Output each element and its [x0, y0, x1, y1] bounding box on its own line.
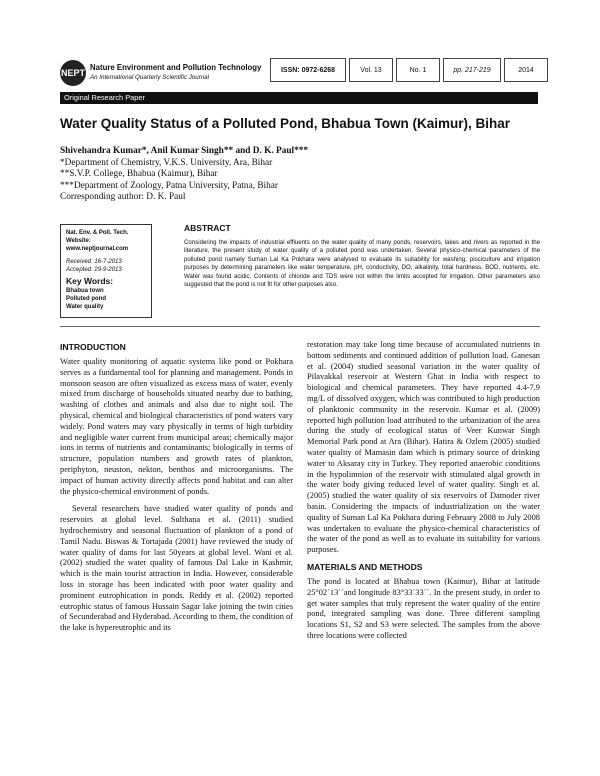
- keywords-heading: Key Words:: [66, 276, 114, 286]
- methods-heading: MATERIALS AND METHODS: [307, 561, 423, 572]
- keyword: Bhabua town: [66, 288, 104, 294]
- affiliation: ***Department of Zoology, Patna University, Patna, Bihar: [60, 180, 278, 191]
- issue-info: [270, 58, 548, 82]
- paper-title: Water Quality Status of a Polluted Pond, Bhabua Town (Kaimur), Bihar: [60, 116, 511, 131]
- journal-logo-icon: NEPT: [60, 60, 86, 86]
- introduction-heading: INTRODUCTION: [60, 342, 126, 352]
- journal-header: [60, 58, 538, 92]
- article-type-banner: Original Research Paper: [60, 92, 538, 104]
- volume-cell: Vol. 13: [349, 58, 393, 82]
- year-cell: 2014: [504, 58, 548, 82]
- received-date: Received: 16-7-2013: [66, 259, 122, 265]
- left-column: [60, 342, 293, 641]
- keyword: Water quality: [66, 304, 104, 310]
- author-names: Shivehandra Kumar*, Anil Kumar Singh** and D. K. Paul***: [60, 146, 309, 156]
- journal-subtitle: An International Quarterly Scientific Journal: [90, 74, 209, 81]
- abstract-heading: ABSTRACT: [184, 223, 231, 233]
- accepted-date: Accepted: 29-9-2013: [66, 267, 122, 273]
- journal-abbrev: Nat. Env. & Poll. Tech.: [66, 230, 129, 236]
- number-cell: No. 1: [396, 58, 440, 82]
- article-info-box: [60, 224, 152, 318]
- journal-name: Nature Environment and Pollution Technology: [90, 63, 262, 72]
- body-paragraph: restoration may take long time because of accumulated nutrients in bottom sediments and continued addition of pollution load. Ganesan et al. (2004) studied seasonal variation in the water quality of Pilavakkal reservoir at Western Ghat in India with respect to biological and chemical parameters. They have reported 4.4-7.9 mg/L of dissolved oxygen, which was contributed to high production of planktonic community in the reservoir. Kumar et al. (2009) reported high pollution load attributed to the urbanization of the area during the study of ecological status of Veer Kunwar Singh Memorial Park pond at Ara (Bihar). Hatira & Ozlem (2005) studied water quality of Mamasin dam which is primary source of drinking water to Aksaray city in Turkey. They reported anaerobic conditions in the hypolimnion of the reservoir with stimulated algal growth in the water body giving reduced level of water quality. Singh et al. (2005) studied the water quality of six reservoirs of Damoder river basin. Considering the impacts of industrialization on the water quality of Suman Lal Ka Pokhara during February 2008 to July 2008 was undertaken to evaluate the physico-chemical characteristics of the water of the pond as well as to evaluate its suitability for various purposes.: [307, 340, 540, 555]
- author-block: [60, 146, 540, 204]
- body-paragraph: Several researchers have studied water quality of ponds and reservoirs at global level. Sulthana et al. (2011) studied hydrochemistry and seasonal fluctuation of plankton of a pond of Tamil Nadu. Biswas & Tortajada (2001) have reviewed the study of water quality of dams for last 50years at global level. Wani et al. (2002) studied the water quality of famous Dal Lake in Kashmir, which is the main tourist attraction in India. However, considerable loss in storage has been indicated with poor water quality and prominent eutrophication in ponds. Reddy et al. (2002) reported eutrophic status of famous Hussain Sagar lake joining the twin cities of Secunderabad and Hyderabad. According to them, the condition of the lake is hypereutrophic and its: [60, 504, 293, 633]
- affiliation: **S.V.P. College, Bhabua (Kaimur), Bihar: [60, 169, 218, 180]
- abstract-text: Considering the impacts of industrial effluents on the water quality of many ponds, reservoirs, lakes and rivers as reported in the literature, the present study of water quality of a polluted pond was undertaken. Several physico-chemical parameters of the polluted pond namely Suman Lal Ka Pokhara were analysed to evaluate its suitability for washing, pisciculture and irrigation purposes by determining parameters like water temperature, pH, conductivity, DO, alkalinity, total hardness, BOD, nutrients, etc. Water was found acidic. Contents of chloride and TDS were not within the limits accepted for irrigation. Other parameters also suggested that the pond is not fit for other purposes also.: [184, 239, 540, 289]
- affiliation: *Department of Chemistry, V.K.S. University, Ara, Bihar: [60, 157, 273, 168]
- body-paragraph: The pond is located at Bhabua town (Kaimur), Bihar at latitude 25°02´13´´and longitude 83°33´33´´. In the present study, in order to get water samples that truly represent the water quality of the entire pond, integrated sampling was done. Three different sampling locations S1, S2 and S3 were selected. The samples from the above three locations were collected: [307, 576, 540, 640]
- journal-website: Website: www.neptjournal.com: [66, 238, 129, 252]
- right-column: [307, 340, 540, 649]
- issn-cell: ISSN: 0972-6268: [270, 58, 346, 82]
- divider: [60, 326, 540, 327]
- body-paragraph: Water quality monitoring of aquatic systems like pond or Pokhara serves as a fundamental tool for planning and management. Ponds in monsoon season are often visualized as excess mass of water, evenly mixed from discharge of households situated nearby due to bathing, washing of clothes and animals and also due to night soil. The physical, chemical and biological characteristics of pond waters vary widely. Pond waters may vary physically in terms of high turbidity and negligible water current from municipal areas; chemically major ions in terms of nutrients and contaminants; biologically in terms of structure, population numbers and growth rates of plankton, periphyton, neuston, nekton, benthos and microorganisms. The impact of human activity directly affects pond habitat and can alter the physico-chemical environment of ponds.: [60, 357, 293, 496]
- pages-cell: pp. 217-219: [443, 58, 501, 82]
- corresponding-author: Corresponding author: D. K. Paul: [60, 192, 186, 203]
- keyword: Polluted pond: [66, 296, 106, 302]
